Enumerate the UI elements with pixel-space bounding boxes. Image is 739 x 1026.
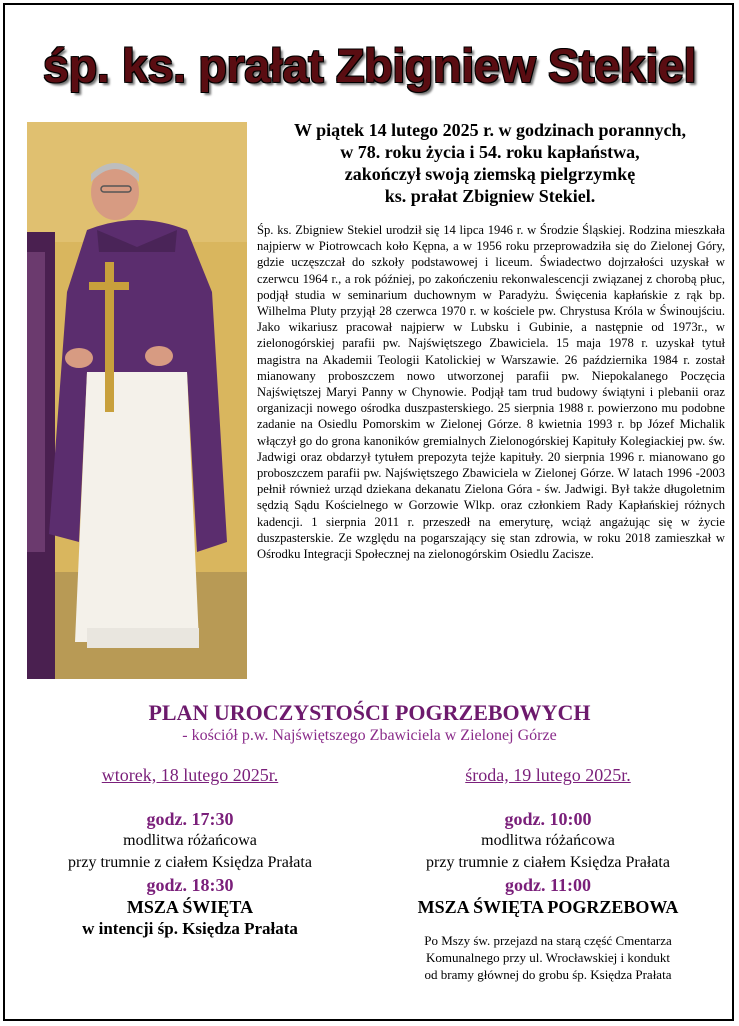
schedule-time: godz. 17:30	[146, 809, 234, 829]
schedule-time: godz. 11:00	[504, 875, 591, 895]
announcement-lead	[255, 119, 725, 207]
lead-line: ks. prałat Zbigniew Stekiel.	[384, 186, 596, 206]
funeral-plan-title: PLAN UROCZYSTOŚCI POGRZEBOWYCH	[148, 700, 591, 725]
biography-text: Śp. ks. Zbigniew Stekiel urodził się 14 lipca 1946 r. w Środzie Śląskiej. Rodzina mieszkała najpierw w Piotrowcach koło Kępna, a w 1956 roku przeprowadziła się do Zielonej Góry, gdzie uczęszczał do szkoły podstawowej i liceum. Świadectwo dojrzałości uzyskał w czerwcu 1964 r., a rok później, po zakończeniu rekonwalescencji związanej z chorobą płuc, podjął studia w seminarium duchownym w Paradyżu. Święcenia kapłańskie z rąk bp. Wilhelma Pluty przyjął 28 czerwca 1970 r. w kościele pw. Chrystusa Króla w Świnoujściu. Jako wikariusz pracował najpierw w Lubsku i Gubinie, a następnie od 1973r., w zielonogórskiej parafii pw. Najświętszego Zbawiciela. 15 maja 1978 r. uzyskał tytuł magistra na Akademii Teologii Katolickiej w Warszawie. 26 października 1984 r. został mianowany proboszczem nowo utworzonej parafii pw. Niepokalanego Poczęcia Najświętszej Maryi Panny w Chynowie. Podjął tam trud budowy świątyni i plebanii oraz organizacji nowego ośrodka duszpasterskiego. 25 sierpnia 1988 r. powierzono mu podobne zadanie na Osiedlu Pomorskim w Zielonej Górze. 8 kwietnia 1993 r. bp Józef Michalik włączył go do grona kanoników gremialnych Zielonogórskiej Kapituły Kolegiackiej pw. św. Jadwigi oraz obdarzył tytułem prepozyta tejże kapituły. 20 sierpnia 1996 r. mianowano go proboszczem parafii pw. Najświętszego Zbawiciela w Zielonej Górze. W latach 1996 -2003 pełnił również urząd dziekana dekanatu Zielona Góra - św. Jadwigi. Był także długoletnim sędzią Sądu Kościelnego w Gorzowie Wlkp. oraz członkiem Rady Kapłańskiej różnych kadencji. 1 sierpnia 2011 r. przeszedł na emeryturę, wciąż angażując się w życie duszpasterskie. Ze względu na pogarszający się stan zdrowia, w roku 2018 zamieszkał w Ośrodku Integracji Społecznej na zielonogórskim Osiedlu Zacisze.	[257, 223, 725, 562]
tuesday-schedule	[20, 764, 360, 940]
lead-line: w 78. roku życia i 54. roku kapłaństwa,	[340, 142, 640, 162]
schedule-mass: MSZA ŚWIĘTA POGRZEBOWA	[417, 897, 679, 917]
schedule-time: godz. 10:00	[504, 809, 592, 829]
schedule-line: w intencji śp. Księdza Prałata	[82, 919, 298, 938]
schedule-mass: MSZA ŚWIĘTA	[126, 897, 254, 917]
wednesday-schedule	[378, 764, 718, 983]
schedule-day: wtorek, 18 lutego 2025r.	[101, 765, 279, 785]
schedule-time: godz. 18:30	[146, 875, 234, 895]
funeral-plan-subtitle: - kościół p.w. Najświętszego Zbawiciela w Zielonej Górze	[182, 727, 557, 744]
lead-line: W piątek 14 lutego 2025 r. w godzinach porannych,	[293, 120, 687, 140]
portrait-photo	[27, 122, 247, 679]
note-line: Komunalnego przy ul. Wrocławskiej i kondukt	[425, 950, 671, 965]
schedule-day: środa, 19 lutego 2025r.	[465, 765, 631, 785]
schedule-line: przy trumnie z ciałem Księdza Prałata	[426, 854, 670, 871]
page-title: śp. ks. prałat Zbigniew Stekiel	[42, 39, 697, 92]
note-line: Po Mszy św. przejazd na starą część Cmentarza	[424, 933, 672, 948]
schedule-line: przy trumnie z ciałem Księdza Prałata	[68, 854, 312, 871]
schedule-line: modlitwa różańcowa	[481, 832, 615, 849]
schedule-line: modlitwa różańcowa	[123, 832, 257, 849]
lead-line: zakończył swoją ziemską pielgrzymkę	[344, 164, 636, 184]
note-line: od bramy głównej do grobu śp. Księdza Prałata	[424, 967, 672, 982]
procession-note	[378, 932, 718, 983]
